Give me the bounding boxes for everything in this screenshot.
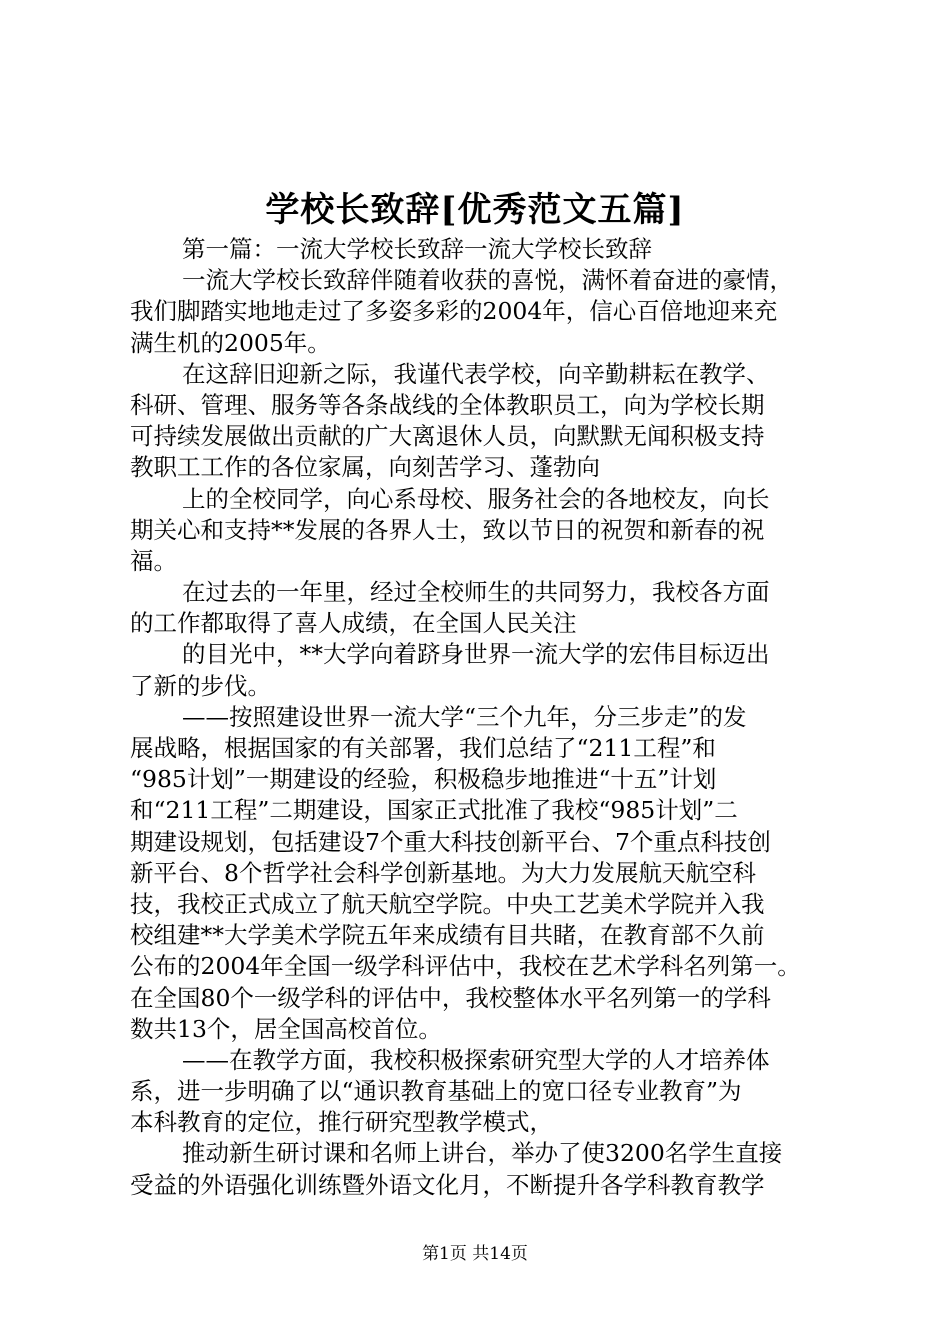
- body-line: 可持续发展做出贡献的广大离退休人员，向默默无闻积极支持: [130, 422, 765, 451]
- body-line: 期建设规划，包括建设7个重大科技创新平台、7个重点科技创: [130, 827, 771, 856]
- body-line: “985计划”一期建设的经验，积极稳步地推进“十五”计划: [130, 765, 717, 794]
- body-line: 公布的2004年全国一级学科评估中，我校在艺术学科名列第一。: [130, 952, 801, 981]
- body-line: 系，进一步明确了以“通识教育基础上的宽口径专业教育”为: [130, 1077, 742, 1106]
- body-line: 数共13个，居全国高校首位。: [130, 1014, 442, 1043]
- body-line: 和“211工程”二期建设，国家正式批准了我校“985计划”二: [130, 796, 738, 825]
- body-line: 新平台、8个哲学社会科学创新基地。为大力发展航天航空科: [130, 858, 756, 887]
- body-line: 受益的外语强化训练暨外语文化月，不断提升各学科教育教学: [130, 1170, 765, 1199]
- page-footer: 第1页 共14页: [422, 1244, 528, 1264]
- body-line: 在过去的一年里，经过全校师生的共同努力，我校各方面: [182, 578, 770, 607]
- body-line: 教职工工作的各位家属，向刻苦学习、蓬勃向: [130, 453, 600, 482]
- body-line: 上的全校同学，向心系母校、服务社会的各地校友，向长: [182, 484, 770, 513]
- body-line: 在这辞旧迎新之际，我谨代表学校，向辛勤耕耘在教学、: [182, 359, 770, 388]
- body-line: 的工作都取得了喜人成绩，在全国人民关注: [130, 609, 577, 638]
- body-line: 我们脚踏实地地走过了多姿多彩的2004年，信心百倍地迎来充: [130, 297, 778, 326]
- body-line: 展战略，根据国家的有关部署，我们总结了“211工程”和: [130, 734, 716, 762]
- body-line: 一流大学校长致辞伴随着收获的喜悦，满怀着奋进的豪情，: [182, 266, 793, 295]
- body-line: 在全国80个一级学科的评估中，我校整体水平名列第一的学科: [130, 983, 771, 1012]
- body-line: 本科教育的定位，推行研究型教学模式，: [130, 1108, 553, 1137]
- document-title: 学校长致辞[优秀范文五篇]: [265, 190, 685, 230]
- body-line: 技，我校正式成立了航天航空学院。中央工艺美术学院并入我: [130, 889, 765, 918]
- body-line: 的目光中，**大学向着跻身世界一流大学的宏伟目标迈出: [182, 640, 770, 669]
- body-line: ——在教学方面，我校积极探索研究型大学的人才培养体: [182, 1045, 770, 1074]
- body-line: 期关心和支持**发展的各界人士，致以节日的祝贺和新春的祝: [130, 515, 765, 544]
- document-body: [130, 234, 850, 1201]
- body-line: 第一篇：一流大学校长致辞一流大学校长致辞: [182, 235, 652, 263]
- body-line: ——按照建设世界一流大学“三个九年，分三步走”的发: [182, 702, 747, 731]
- body-line: 了新的步伐。: [130, 671, 271, 700]
- body-line: 福。: [130, 546, 177, 575]
- body-line: 满生机的2005年。: [130, 328, 331, 357]
- body-line: 推动新生研讨课和名师上讲台，举办了使3200名学生直接: [182, 1139, 783, 1168]
- body-line: 科研、管理、服务等各条战线的全体教职员工，向为学校长期: [130, 390, 765, 419]
- body-line: 校组建**大学美术学院五年来成绩有目共睹，在教育部不久前: [130, 921, 765, 950]
